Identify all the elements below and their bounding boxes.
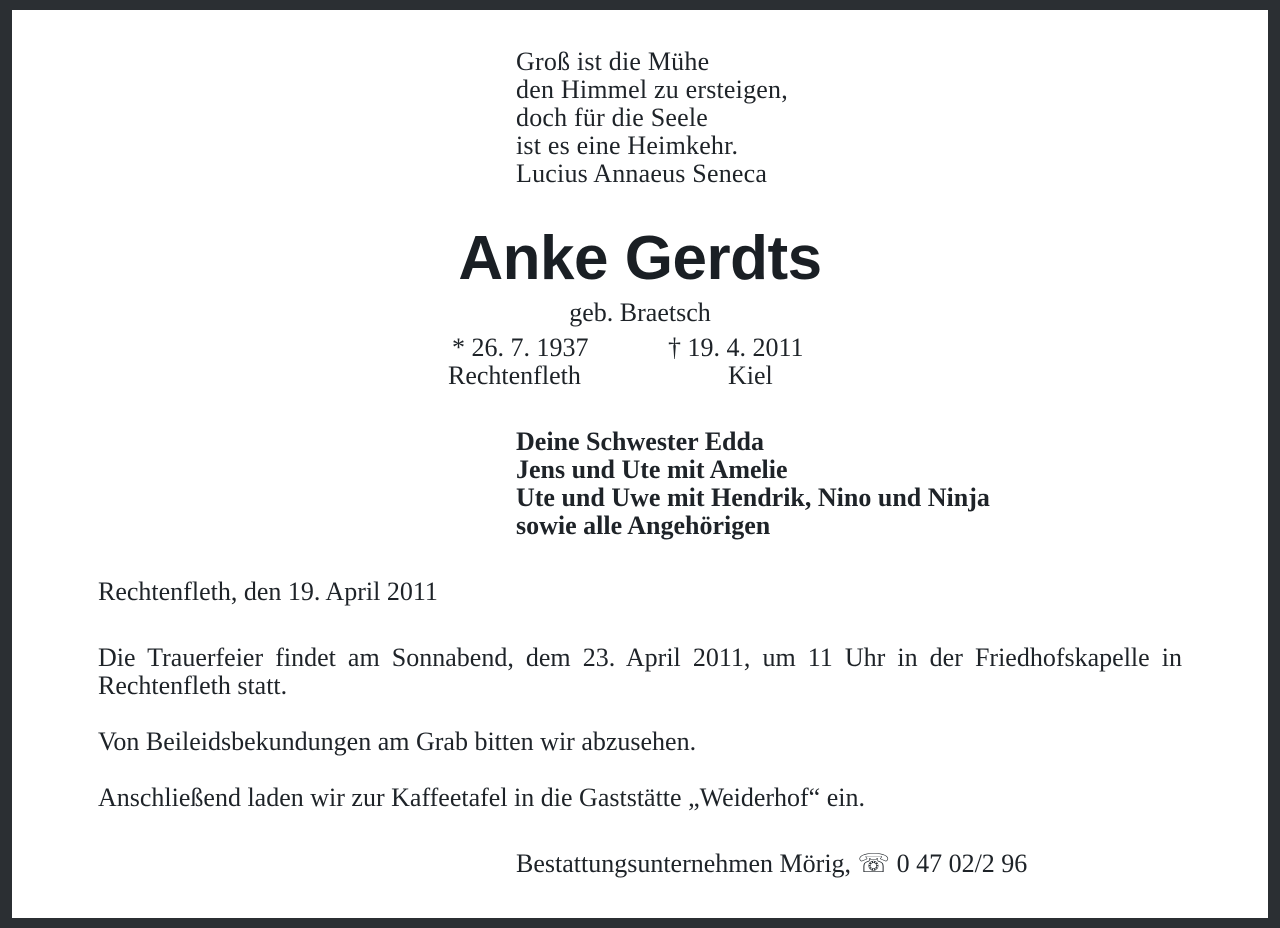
condolence-note: Von Beileidsbekundungen am Grab bitten wir abzusehen. xyxy=(98,727,697,756)
birth-name: geb. Braetsch xyxy=(569,298,711,327)
deceased-name: Anke Gerdts xyxy=(458,224,822,293)
quote-line-1: Groß ist die Mühe xyxy=(516,47,710,76)
quote-author: Lucius Annaeus Seneca xyxy=(516,159,768,188)
family-mourners xyxy=(516,428,990,540)
quote-line-4: ist es eine Heimkehr. xyxy=(516,131,739,160)
coffee-invitation: Anschließend laden wir zur Kaffeetafel in die Gaststätte „Weiderhof“ ein. xyxy=(98,783,865,812)
family-line-2: Jens und Ute mit Amelie xyxy=(516,455,788,484)
family-line-4: sowie alle Angehörigen xyxy=(516,511,771,540)
quote-line-3: doch für die Seele xyxy=(516,103,709,132)
death-place: Kiel xyxy=(728,361,773,390)
family-line-3: Ute und Uwe mit Hendrik, Nino und Ninja xyxy=(516,483,990,512)
birth-place: Rechtenfleth xyxy=(448,361,581,390)
quote-line-2: den Himmel zu ersteigen, xyxy=(516,75,788,104)
death-date: † 19. 4. 2011 xyxy=(668,333,804,362)
undertaker-contact: Bestattungsunternehmen Mörig, ☏ 0 47 02/2 96 xyxy=(516,849,1028,878)
ceremony-text: Die Trauerfeier findet am Sonnabend, dem 23. April 2011, um 11 Uhr in der Friedhofskapelle in Rechtenfleth statt. xyxy=(98,643,1182,700)
birth-date: * 26. 7. 1937 xyxy=(452,333,589,362)
obituary-notice xyxy=(12,10,1268,918)
seneca-quote xyxy=(516,48,788,188)
family-line-1: Deine Schwester Edda xyxy=(516,427,764,456)
place-date: Rechtenfleth, den 19. April 2011 xyxy=(98,577,438,606)
